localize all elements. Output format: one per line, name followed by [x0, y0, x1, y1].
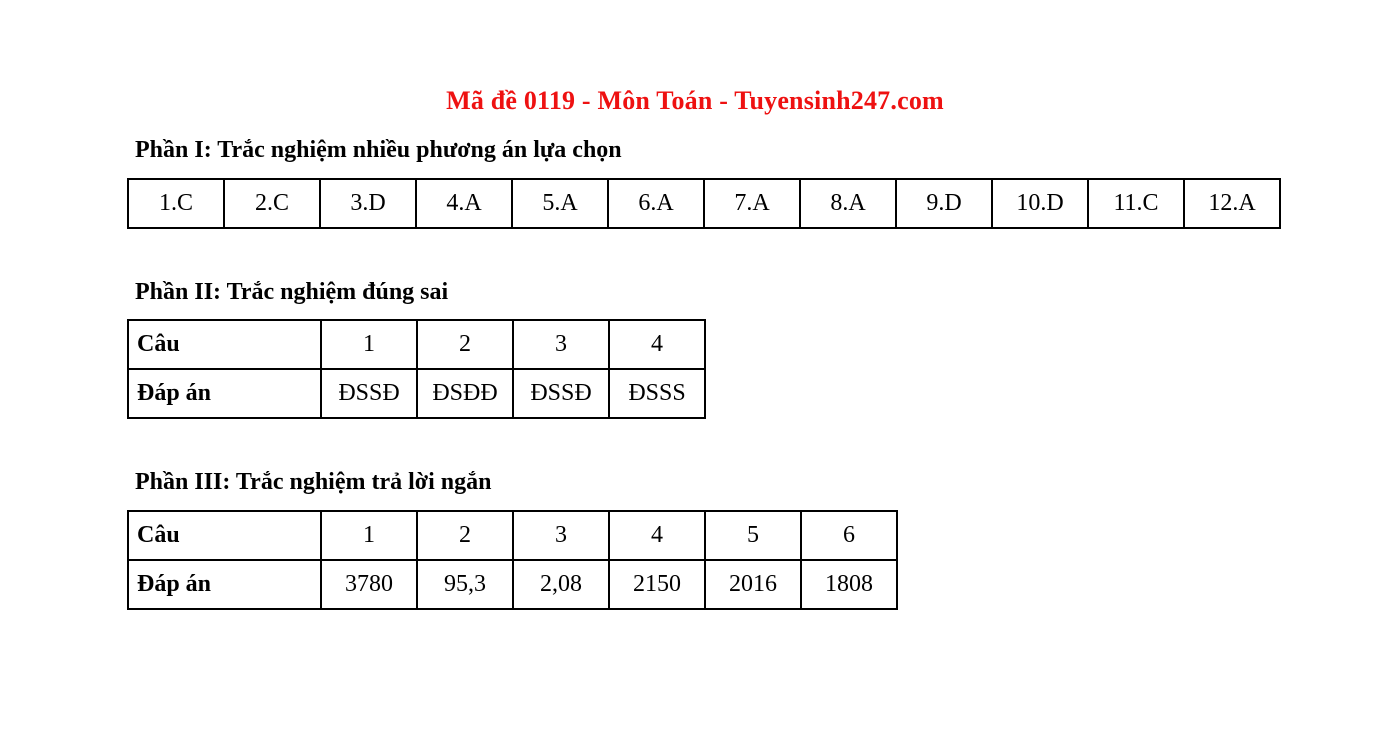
answer-cell: 2,08 [513, 560, 609, 609]
answer-cell: ĐSSĐ [513, 369, 609, 418]
table-row [128, 560, 897, 609]
answer-cell: 2016 [705, 560, 801, 609]
question-cell: 4 [609, 511, 705, 560]
part1-heading: Phần I: Trắc nghiệm nhiều phương án lựa chọn [135, 137, 622, 163]
row-label: Đáp án [128, 369, 321, 418]
answer-cell: 4.A [416, 179, 512, 228]
question-cell: 1 [321, 511, 417, 560]
question-cell: 2 [417, 511, 513, 560]
question-cell: 3 [513, 320, 609, 369]
answer-cell: 1808 [801, 560, 897, 609]
answer-cell: 3780 [321, 560, 417, 609]
answer-cell: 9.D [896, 179, 992, 228]
question-cell: 3 [513, 511, 609, 560]
answer-cell: ĐSSĐ [321, 369, 417, 418]
answer-cell: 11.C [1088, 179, 1184, 228]
table-row [128, 179, 1280, 228]
question-cell: 2 [417, 320, 513, 369]
answer-cell: 6.A [608, 179, 704, 228]
answer-cell: 8.A [800, 179, 896, 228]
answer-cell: 1.C [128, 179, 224, 228]
answer-cell: ĐSĐĐ [417, 369, 513, 418]
answer-cell: 2150 [609, 560, 705, 609]
document-title: Mã đề 0119 - Môn Toán - Tuyensinh247.com [446, 86, 944, 115]
question-cell: 6 [801, 511, 897, 560]
question-cell: 1 [321, 320, 417, 369]
row-label: Câu [128, 320, 321, 369]
answer-cell: 10.D [992, 179, 1088, 228]
question-cell: 4 [609, 320, 705, 369]
answer-cell: 7.A [704, 179, 800, 228]
table-row [128, 369, 705, 418]
answer-cell: 3.D [320, 179, 416, 228]
row-label: Đáp án [128, 560, 321, 609]
answer-cell: 95,3 [417, 560, 513, 609]
table-row [128, 511, 897, 560]
answer-cell: ĐSSS [609, 369, 705, 418]
row-label: Câu [128, 511, 321, 560]
part1-answers-table [127, 178, 1281, 229]
table-row [128, 320, 705, 369]
question-cell: 5 [705, 511, 801, 560]
answer-cell: 5.A [512, 179, 608, 228]
part2-heading: Phần II: Trắc nghiệm đúng sai [135, 279, 449, 305]
part3-answers-table [127, 510, 898, 610]
answer-cell: 2.C [224, 179, 320, 228]
part3-heading: Phần III: Trắc nghiệm trả lời ngắn [135, 469, 492, 495]
answer-cell: 12.A [1184, 179, 1280, 228]
part2-answers-table [127, 319, 706, 419]
